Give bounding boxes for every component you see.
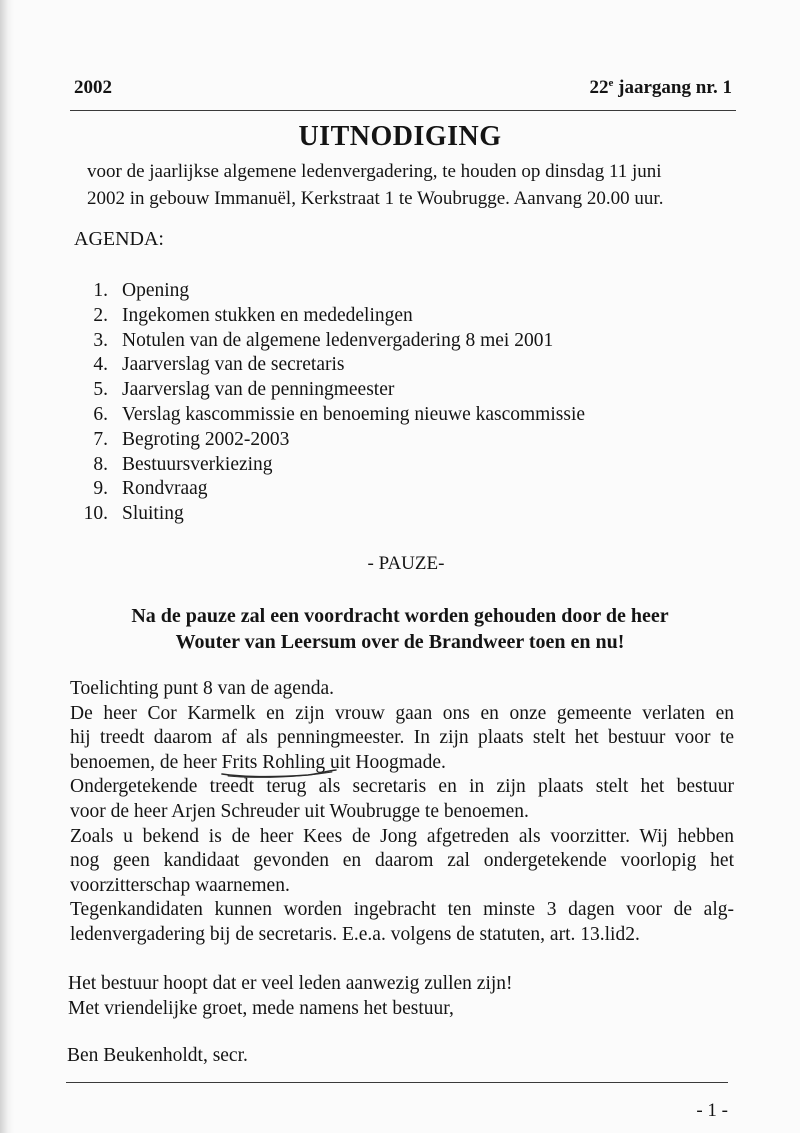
explanation-line: hij treedt daarom af als penningmeester. In zijn plaats stelt het bestuur voor te xyxy=(70,727,734,749)
agenda-item-number: 2. xyxy=(93,304,108,326)
agenda-item xyxy=(72,378,585,403)
header-year: 2002 xyxy=(74,77,112,98)
agenda-list xyxy=(72,279,585,527)
agenda-item-number: 10. xyxy=(83,503,108,525)
explanation-line: De heer Cor Karmelk en zijn vrouw gaan ons en onze gemeente verlaten en xyxy=(70,702,734,724)
handwritten-underline xyxy=(220,769,338,778)
agenda-item-text: Jaarverslag van de secretaris xyxy=(122,354,345,376)
agenda-item-number: 9. xyxy=(93,478,108,500)
agenda-item xyxy=(72,477,585,502)
agenda-item xyxy=(72,502,585,527)
agenda-item-text: Opening xyxy=(122,280,190,301)
intro-line: 2002 in gebouw Immanuël, Kerkstraat 1 te Woubrugge. Aanvang 20.00 uur. xyxy=(87,188,664,209)
header-issue: 22e jaargang nr. 1 xyxy=(589,77,732,98)
header-rule xyxy=(70,110,736,111)
page-number: - 1 - xyxy=(696,1100,728,1121)
explanation-line: Ondergetekende treedt terug als secretaris en in zijn plaats stelt het bestuur xyxy=(70,776,734,798)
agenda-item xyxy=(72,304,585,329)
agenda-item xyxy=(72,453,585,478)
agenda-item xyxy=(72,329,585,354)
lecture-line: Na de pauze zal een voordracht worden gehouden door de heer xyxy=(131,605,669,627)
intro-line: voor de jaarlijkse algemene ledenvergadering, te houden op dinsdag 11 juni xyxy=(87,161,662,182)
agenda-item xyxy=(72,279,585,304)
explanation-line: ledenvergadering bij de secretaris. E.e.a. volgens de statuten, art. 13.lid2. xyxy=(70,923,640,945)
agenda-item-text: Notulen van de algemene ledenvergadering 8 mei 2001 xyxy=(122,329,554,351)
agenda-item xyxy=(72,353,585,378)
agenda-item-number: 4. xyxy=(93,354,108,376)
agenda-item xyxy=(72,428,585,453)
agenda-item-text: Bestuursverkiezing xyxy=(122,453,273,475)
agenda-item-number: 7. xyxy=(93,428,108,450)
explanation-line: Zoals u bekend is de heer Kees de Jong afgetreden als voorzitter. Wij hebben xyxy=(70,825,734,847)
agenda-item-text: Ingekomen stukken en mededelingen xyxy=(122,304,413,326)
agenda-heading: AGENDA: xyxy=(74,228,164,250)
explanation-line: Toelichting punt 8 van de agenda. xyxy=(70,678,334,699)
explanation-line: nog geen kandidaat gevonden en daarom zal ondergetekende voorlopig het xyxy=(70,850,734,872)
pause-marker: - PAUZE- xyxy=(367,553,445,574)
explanation-line: Tegenkandidaten kunnen worden ingebracht ten minste 3 dagen voor de alg- xyxy=(70,899,734,921)
agenda-item-text: Sluiting xyxy=(122,503,184,525)
agenda-item-number: 3. xyxy=(93,329,108,351)
agenda-item-number: 6. xyxy=(93,403,108,425)
closing-line: Het bestuur hoopt dat er veel leden aanwezig zullen zijn! xyxy=(68,973,513,994)
lecture-line: Wouter van Leersum over de Brandweer toen en nu! xyxy=(175,631,625,653)
explanation-line: benoemen, de heer Frits Rohling uit Hoogmade. xyxy=(70,751,734,776)
agenda-item-number: 5. xyxy=(93,379,108,401)
agenda-item-text: Rondvraag xyxy=(122,478,208,500)
underlined-name: Frits Rohling xyxy=(222,752,325,773)
page-title: UITNODIGING xyxy=(298,121,502,152)
explanation-line: voorzitterschap waarnemen. xyxy=(70,874,290,896)
closing-paragraph xyxy=(68,971,513,1021)
closing-line: Met vriendelijke groet, mede namens het bestuur, xyxy=(68,998,454,1019)
explanation-paragraph xyxy=(70,677,734,948)
agenda-item-number: 1. xyxy=(93,280,108,301)
agenda-item xyxy=(72,403,585,428)
lecture-announcement xyxy=(0,603,800,655)
footer-rule xyxy=(66,1082,728,1083)
agenda-item-number: 8. xyxy=(93,453,108,475)
agenda-item-text: Begroting 2002-2003 xyxy=(122,428,290,450)
intro-paragraph xyxy=(87,158,663,212)
signature: Ben Beukenholdt, secr. xyxy=(67,1045,248,1066)
agenda-item-text: Jaarverslag van de penningmeester xyxy=(122,379,395,401)
agenda-item-text: Verslag kascommissie en benoeming nieuwe kascommissie xyxy=(122,403,586,425)
explanation-line: voor de heer Arjen Schreuder uit Woubrugge te benoemen. xyxy=(70,800,529,822)
